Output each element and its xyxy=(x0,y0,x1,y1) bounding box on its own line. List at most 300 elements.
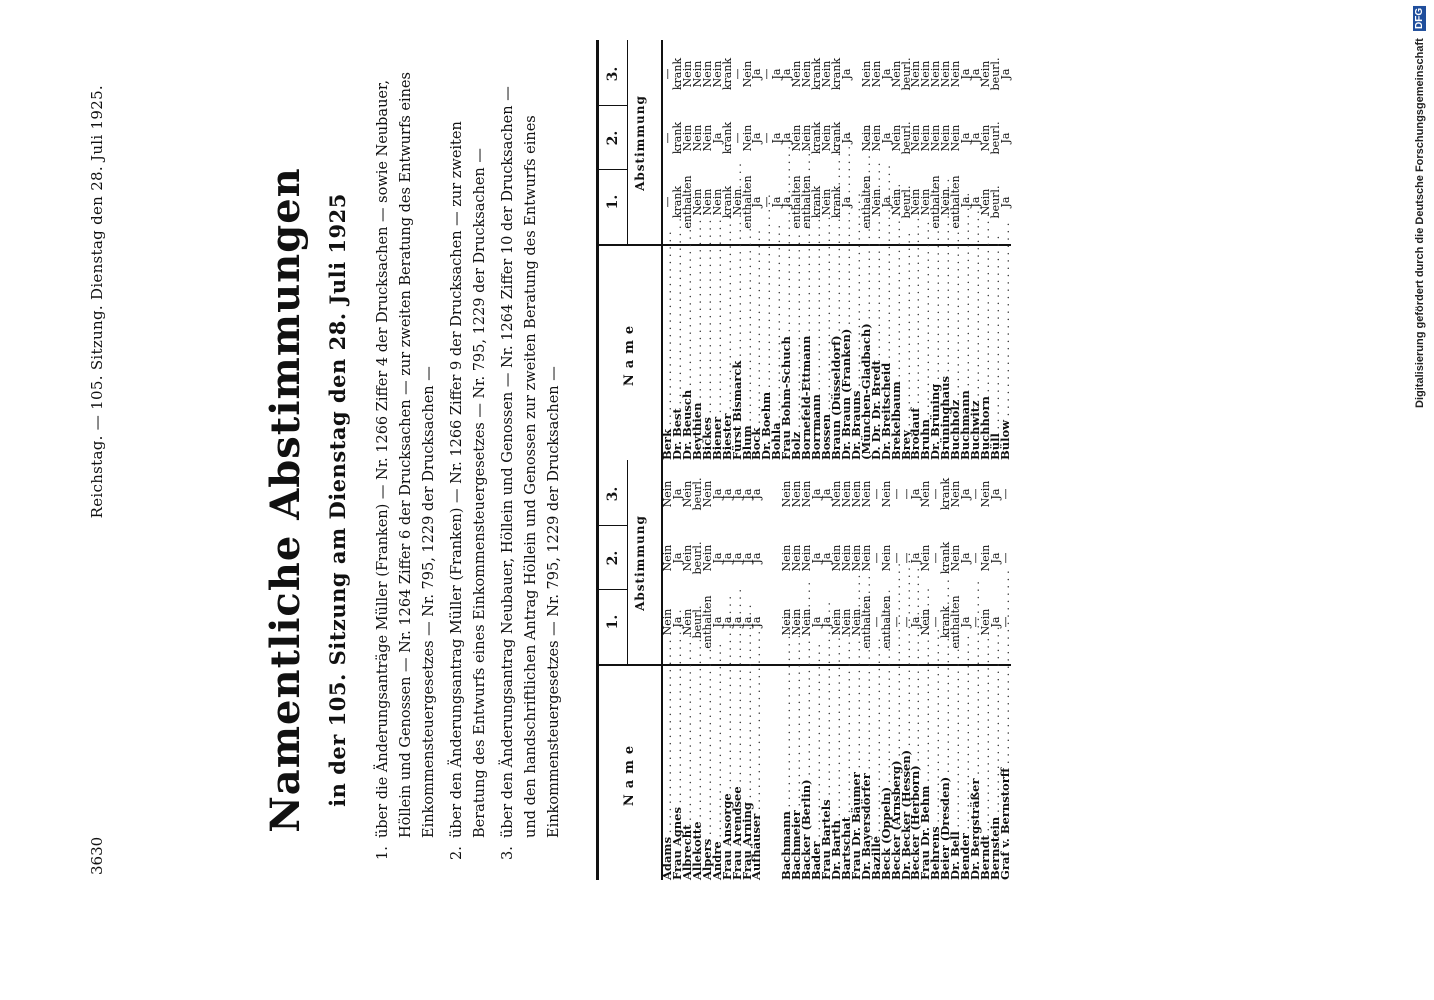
vote-1: enthalten xyxy=(700,595,714,649)
vote-3: Nein xyxy=(661,480,674,508)
vote-3: krank xyxy=(810,57,824,91)
vote-2: Nein xyxy=(909,124,923,152)
vote-2: Nein xyxy=(949,544,963,572)
vote-2: Nein xyxy=(790,124,804,152)
vote-1: beurl. xyxy=(988,185,1002,219)
vote-1: Ja xyxy=(998,196,1012,208)
vote-3: Nein xyxy=(710,60,724,88)
vote-2: Ja xyxy=(750,552,764,564)
vote-2: krank xyxy=(670,121,684,155)
vote-3: — xyxy=(730,68,744,80)
vote-3: — xyxy=(899,488,913,500)
member-name: Brüninghaus . . . xyxy=(941,250,951,460)
vote-3: — xyxy=(929,488,943,500)
vote-1: krank xyxy=(720,185,734,219)
member-name: Bachmeier . . . xyxy=(792,670,802,880)
abstimmung-label: Abstimmung xyxy=(633,515,647,611)
vote-3: — xyxy=(998,488,1012,500)
member-name: Dr. Barth . . . xyxy=(832,670,842,880)
vote-3: Ja xyxy=(750,488,764,500)
vote-2: krank xyxy=(829,121,843,155)
vote-3: Nein xyxy=(979,60,992,88)
vote-1: Nein xyxy=(829,608,843,636)
vote-3: Ja xyxy=(820,488,833,500)
vote-3: Nein xyxy=(889,60,903,88)
member-name: Alpers . . . xyxy=(703,670,713,880)
vote-3: Nein xyxy=(949,480,963,508)
vote-2: beurl. xyxy=(690,541,704,575)
member-name: Andre . . . xyxy=(713,670,723,880)
member-name: Bachmann . . . xyxy=(782,670,792,880)
vote-3: — xyxy=(889,488,903,500)
vote-1: Ja xyxy=(720,616,734,628)
vote-1: Nein xyxy=(919,188,933,216)
vote-3: Ja xyxy=(909,488,923,500)
vote-1: Ja xyxy=(879,196,893,208)
vote-1: Nein xyxy=(661,608,674,636)
vote-1: Nein xyxy=(680,608,694,636)
vote-1: Ja xyxy=(740,616,754,628)
member-name: Beck (Oppeln) . . . xyxy=(882,670,892,880)
table-row xyxy=(762,460,772,880)
vote-1: beurl. xyxy=(690,605,704,639)
vote-2: — xyxy=(889,552,903,564)
vote-3: Nein xyxy=(800,60,814,88)
vote-3: Ja xyxy=(750,68,764,80)
member-name: Dr. Bergsträßer . . . xyxy=(971,670,981,880)
table-header xyxy=(596,40,663,460)
vote-2: Ja xyxy=(959,552,973,564)
member-name: Dr. Brüning . . . xyxy=(931,250,941,460)
vote-3: Ja xyxy=(998,68,1012,80)
vote-1: Ja xyxy=(780,196,794,208)
vote-2: Ja xyxy=(710,132,724,144)
table-row xyxy=(997,460,1012,880)
vote-3: — xyxy=(869,488,883,500)
member-name: Bender . . . xyxy=(961,670,971,880)
vote-1: enthalten xyxy=(859,595,873,649)
vote-1: Ja xyxy=(820,616,833,628)
vote-2: Ja xyxy=(909,552,923,564)
vote-3: Nein xyxy=(800,480,814,508)
vote-3: krank xyxy=(939,477,953,511)
vote-2: Nein xyxy=(919,124,933,152)
member-name: Becker (Arnsberg) . . . xyxy=(892,670,902,880)
vote3-header: 3. xyxy=(605,486,621,502)
member-name: Büll . . . xyxy=(991,250,1001,460)
motion-text: über den Änderungsantrag Neubauer, Höllein und Genossen — Nr. 1264 Ziffer 10 der Drucksachen — und den handschriftlichen Antrag Höllein und Genossen zur zweiten Beratung des Entwurfs eines Einkommensteuergesetzes — Nr. 795, 1229 der Drucksachen — xyxy=(500,86,562,838)
name-column-header: Name xyxy=(599,664,661,880)
vote-3: Nein xyxy=(700,60,714,88)
vote-1: enthalten xyxy=(929,175,943,229)
motion-list xyxy=(372,70,571,860)
vote-2: Nein xyxy=(859,544,873,572)
vote-1: krank xyxy=(670,185,684,219)
vote-1: Nein xyxy=(690,188,704,216)
vote-2: Ja xyxy=(810,552,824,564)
vote-3: beurl. xyxy=(690,477,704,511)
vote-3: Nein xyxy=(929,60,943,88)
member-name: Frau Bohm-Schuch . . . xyxy=(782,250,792,460)
vote-1: Ja xyxy=(810,616,824,628)
vote-3: Nein xyxy=(680,480,694,508)
motion-number: 1. xyxy=(375,846,391,860)
member-name: Berk . . . xyxy=(663,250,673,460)
vote-1: — xyxy=(869,616,883,628)
table-body xyxy=(660,40,1012,460)
vote1-header: 1. xyxy=(605,614,621,630)
table-row xyxy=(997,40,1012,460)
vote-3: Ja xyxy=(770,68,784,80)
member-name: Blum . . . xyxy=(743,250,753,460)
vote-2: Nein xyxy=(949,124,963,152)
vote-2: Nein xyxy=(680,124,694,152)
vote-1: Nein xyxy=(780,608,794,636)
vote-1: Ja xyxy=(730,616,744,628)
vote-1: Ja xyxy=(750,196,764,208)
vote-2: Nein xyxy=(839,544,853,572)
vote-2: Ja xyxy=(959,132,973,144)
vote-1: Nein xyxy=(800,608,814,636)
vote-3: Ja xyxy=(839,68,853,80)
vote-1: enthalten xyxy=(680,175,694,229)
member-name: Frau Dr. Bäumer . . . xyxy=(852,670,862,880)
table-row xyxy=(749,460,764,880)
motion-3 xyxy=(497,70,566,860)
page-title: Namentliche Abstimmungen xyxy=(262,167,309,833)
vote-3: beurl. xyxy=(899,57,913,91)
vote-2: Nein xyxy=(790,544,804,572)
member-name: Berndt . . . xyxy=(981,670,991,880)
vote-2: Nein xyxy=(690,124,704,152)
vote-3: Nein xyxy=(979,480,992,508)
vote-2: Ja xyxy=(988,552,1002,564)
vote-1: Ja xyxy=(710,616,724,628)
vote-2: Nein xyxy=(979,544,992,572)
member-name: Frau Arendsee . . . xyxy=(733,670,743,880)
vote-3: — xyxy=(760,68,774,80)
motion-text: über die Änderungsanträge Müller (Franken) — Nr. 1266 Ziffer 4 der Drucksachen — sowie Neubauer, Höllein und Genossen — Nr. 1264 Ziffer 6 der Drucksachen — zur zweiten Beratung des Entwurfs eines Einkommensteuergesetzes — Nr. 795, 1229 der Drucksachen — xyxy=(375,72,437,838)
vote-1: Nein xyxy=(979,608,992,636)
vote-1: enthalten xyxy=(800,175,814,229)
member-name: Dr. Bayersdörfer . . . xyxy=(862,670,872,880)
member-name: Dr. Best . . . xyxy=(673,250,683,460)
vote-1: Nein xyxy=(939,188,953,216)
vote-2: Nein xyxy=(879,544,893,572)
member-name: Bornefeld-Ettmann . . . xyxy=(802,250,812,460)
vote-2: beurl. xyxy=(899,121,913,155)
vote-1: Ja xyxy=(969,196,983,208)
vote-2: krank xyxy=(720,121,734,155)
member-name: Bader . . . xyxy=(812,670,822,880)
running-head: Reichstag. — 105. Sitzung. Dienstag den 28. Juli 1925. xyxy=(88,85,106,519)
member-name: Bazille . . . xyxy=(872,670,882,880)
member-name: Aufhäuser . . . xyxy=(752,670,762,880)
vote-1: krank xyxy=(939,605,953,639)
vote-2: Nein xyxy=(829,544,843,572)
vote-2: Nein xyxy=(919,544,933,572)
vote-2: — xyxy=(869,552,883,564)
member-name: Fürst Bismarck . . . xyxy=(733,250,743,460)
vote-1: Nein xyxy=(790,608,804,636)
member-name: Brodauf . . . xyxy=(911,250,921,460)
vote-1: Nein xyxy=(979,188,992,216)
member-name: Brey . . . xyxy=(902,250,912,460)
vote-1: — xyxy=(760,196,774,208)
vote-2: Ja xyxy=(780,132,794,144)
vote-2: Nein xyxy=(859,124,873,152)
vote-2: Nein xyxy=(680,544,694,572)
vote3-header: 3. xyxy=(605,66,621,82)
member-name: Behrens . . . xyxy=(931,670,941,880)
vote-3: beurl. xyxy=(988,57,1002,91)
member-name: Frau Ansorge . . . xyxy=(723,670,733,880)
vote-3: Nein xyxy=(820,60,833,88)
vote2-header: 2. xyxy=(605,130,621,146)
vote-3: Nein xyxy=(790,60,804,88)
vote-1: Ja xyxy=(959,616,973,628)
member-name: Frau Dr. Behm . . . xyxy=(921,670,931,880)
vote-1: Nein xyxy=(909,188,923,216)
vote-3: Ja xyxy=(670,488,684,500)
vote-3: krank xyxy=(829,57,843,91)
vote-2: — xyxy=(929,552,943,564)
vote-1: Nein xyxy=(730,188,744,216)
credit-text: Digitalisierung gefördert durch die Deutsche Forschungsgemeinschaft xyxy=(1414,38,1426,408)
member-name: Frau Bartels . . . xyxy=(822,670,832,880)
member-name: Frau Agnes . . . xyxy=(673,670,683,880)
motion-text: über den Änderungsantrag Müller (Franken) — Nr. 1266 Ziffer 9 der Drucksachen — zur zweiten Beratung des Entwurfs eines Einkommensteuergesetzes — Nr. 795, 1229 der Drucksachen — xyxy=(449,121,488,838)
member-name: Braun (Düsseldorf) . . . xyxy=(832,250,842,460)
vote-2: Nein xyxy=(800,544,814,572)
member-name: Bruhn . . . xyxy=(921,250,931,460)
vote-3: Nein xyxy=(700,480,714,508)
member-name: Allekotte . . . xyxy=(693,670,703,880)
vote-3: Ja xyxy=(720,488,734,500)
member-name: Buchholz . . . xyxy=(951,250,961,460)
vote-1: krank xyxy=(829,185,843,219)
vote-2: Nein xyxy=(849,544,863,572)
vote-2: — xyxy=(730,132,744,144)
vote-3: Ja xyxy=(988,488,1002,500)
vote-1: Ja xyxy=(839,196,853,208)
vote-3: Nein xyxy=(919,480,933,508)
vote-2: Nein xyxy=(800,124,814,152)
page-subtitle: in der 105. Sitzung am Dienstag den 28. Juli 1925 xyxy=(325,193,350,807)
vote-3: Ja xyxy=(810,488,824,500)
member-name: Dr. Bell . . . xyxy=(951,670,961,880)
member-name: D. Dr. Dr. Bredt . . . xyxy=(872,250,882,460)
vote-2: Ja xyxy=(720,552,734,564)
vote-2: Ja xyxy=(820,552,833,564)
member-name: Albrecht . . . xyxy=(683,670,693,880)
vote-1: — xyxy=(998,616,1012,628)
member-name: Dr. Brauns . . . xyxy=(852,250,862,460)
vote-2: krank xyxy=(810,121,824,155)
vote-3: Ja xyxy=(959,488,973,500)
member-name: Dr. Becker (Hessen) . . . xyxy=(902,670,912,880)
vote-1: — xyxy=(969,616,983,628)
vote-3: Ja xyxy=(959,68,973,80)
member-name: Dr. Braun (Franken) . . . xyxy=(842,250,852,460)
vote2-header: 2. xyxy=(605,550,621,566)
vote-1: — xyxy=(899,616,913,628)
table-header xyxy=(596,460,663,880)
vote-3: Nein xyxy=(829,480,843,508)
vote-3: Nein xyxy=(949,60,963,88)
member-name: Biester . . . xyxy=(723,250,733,460)
vote-3: krank xyxy=(670,57,684,91)
vote-3: Nein xyxy=(869,60,883,88)
motion-1 xyxy=(372,70,441,860)
member-name: Borrmann . . . xyxy=(812,250,822,460)
vote-3: Nein xyxy=(939,60,953,88)
table-body xyxy=(660,460,1012,880)
vote-2: krank xyxy=(939,541,953,575)
vote-3: Nein xyxy=(849,480,863,508)
member-name: Bülow . . . xyxy=(1001,250,1011,460)
vote-1: Nein xyxy=(889,188,903,216)
vote-1: Nein xyxy=(710,188,724,216)
vote-1: enthalten xyxy=(790,175,804,229)
vote-1: krank xyxy=(810,185,824,219)
member-name: Adams . . . xyxy=(663,670,673,880)
vote-2: Nein xyxy=(939,124,953,152)
dfg-logo: DFG xyxy=(1414,8,1425,30)
vote-2: Ja xyxy=(969,132,983,144)
vote-2: Nein xyxy=(869,124,883,152)
vote-table-right xyxy=(596,40,1011,460)
vote-1: Nein xyxy=(919,608,933,636)
vote-2: Ja xyxy=(839,132,853,144)
member-name: (München-Gladbach) . . . xyxy=(862,250,872,460)
member-name: Bohla . . . xyxy=(772,250,782,460)
vote-2: Ja xyxy=(740,552,754,564)
vote-1: Ja xyxy=(988,616,1002,628)
member-name: Buchmann . . . xyxy=(961,250,971,460)
page-number: 3630 xyxy=(88,836,106,875)
vote-2: Ja xyxy=(770,132,784,144)
vote-2: Ja xyxy=(710,552,724,564)
vote-3: Nein xyxy=(919,60,933,88)
vote-1: Ja xyxy=(909,616,923,628)
vote-1: Nein xyxy=(849,608,863,636)
vote-3: Nein xyxy=(859,60,873,88)
vote-3: Ja xyxy=(969,68,983,80)
vote-2: Nein xyxy=(780,544,794,572)
member-name: Dr. Beusch . . . xyxy=(683,250,693,460)
vote-3: Nein xyxy=(740,60,754,88)
vote-2: Nein xyxy=(700,544,714,572)
vote-2: — xyxy=(969,552,983,564)
vote-3: Nein xyxy=(909,60,923,88)
vote-3: Ja xyxy=(780,68,794,80)
vote-3: Ja xyxy=(879,68,893,80)
vote-1: enthalten xyxy=(740,175,754,229)
motion-2 xyxy=(446,70,492,860)
vote-2: Nein xyxy=(740,124,754,152)
vote-1: — xyxy=(661,196,674,208)
abstimmung-label: Abstimmung xyxy=(633,95,647,191)
member-name: Bernstein . . . xyxy=(991,670,1001,880)
vote-1: beurl. xyxy=(899,185,913,219)
member-name: Buchhorn . . . xyxy=(981,250,991,460)
vote-2: Ja xyxy=(879,132,893,144)
vote-1: Nein xyxy=(820,188,833,216)
vote-2: Ja xyxy=(750,132,764,144)
member-name: Bickes . . . xyxy=(703,250,713,460)
vote-1: Nein xyxy=(869,188,883,216)
vote-3: Nein xyxy=(839,480,853,508)
member-name: Dr. Boehm . . . xyxy=(762,250,772,460)
vote-1: — xyxy=(889,616,903,628)
vote-3: krank xyxy=(720,57,734,91)
member-name: Dr. Breitscheid . . . xyxy=(882,250,892,460)
member-name: Backer (Berlin) . . . xyxy=(802,670,812,880)
vote-1: Ja xyxy=(670,616,684,628)
vote-3: — xyxy=(661,68,674,80)
vote-2: Nein xyxy=(820,124,833,152)
vote-3: — xyxy=(969,488,983,500)
vote-3: Nein xyxy=(690,60,704,88)
vote-1: enthalten xyxy=(949,175,963,229)
motion-number: 2. xyxy=(449,846,465,860)
vote-3: Nein xyxy=(859,480,873,508)
vote-1: enthalten xyxy=(949,595,963,649)
member-name: Bolz . . . xyxy=(792,250,802,460)
vote-1: Nein xyxy=(700,188,714,216)
vote-2: Nein xyxy=(700,124,714,152)
vote-2: Ja xyxy=(670,552,684,564)
member-name: Becker (Herborn) . . . xyxy=(911,670,921,880)
member-name: Bossen . . . xyxy=(822,250,832,460)
vote-3: Nein xyxy=(780,480,794,508)
member-name: Biener . . . xyxy=(713,250,723,460)
member-name: Bock . . . xyxy=(752,250,762,460)
vote-3: Ja xyxy=(730,488,744,500)
vote-2: — xyxy=(661,132,674,144)
vote-2: Ja xyxy=(730,552,744,564)
vote-1: Ja xyxy=(770,196,784,208)
motion-number: 3. xyxy=(500,846,516,860)
member-name: Beythien . . . xyxy=(693,250,703,460)
vote-2: Nein xyxy=(929,124,943,152)
vote-3: Ja xyxy=(710,488,724,500)
vote-1: — xyxy=(929,616,943,628)
vote-table-left xyxy=(596,460,1011,880)
vote-2: — xyxy=(760,132,774,144)
member-name: Beier (Dresden) . . . xyxy=(941,670,951,880)
member-name: Graf v. Bernstorff . . . xyxy=(1001,670,1011,880)
vote-1: Nein xyxy=(839,608,853,636)
vote-1: enthalten xyxy=(859,175,873,229)
vote-1: enthalten xyxy=(879,595,893,649)
vote-1: Ja xyxy=(750,616,764,628)
vote-2: — xyxy=(998,552,1012,564)
member-name: Buchwitz . . . xyxy=(971,250,981,460)
vote-2: Ja xyxy=(998,132,1012,144)
vote1-header: 1. xyxy=(605,194,621,210)
vote-3: Nein xyxy=(790,480,804,508)
vote-2: Nein xyxy=(661,544,674,572)
vote-2: — xyxy=(899,552,913,564)
vote-2: Nein xyxy=(979,124,992,152)
member-name: Frau Arning . . . xyxy=(743,670,753,880)
member-name: Bartschat . . . xyxy=(842,670,852,880)
vote-3: Nein xyxy=(680,60,694,88)
vote-2: Nein xyxy=(889,124,903,152)
vote-1: Ja xyxy=(959,196,973,208)
